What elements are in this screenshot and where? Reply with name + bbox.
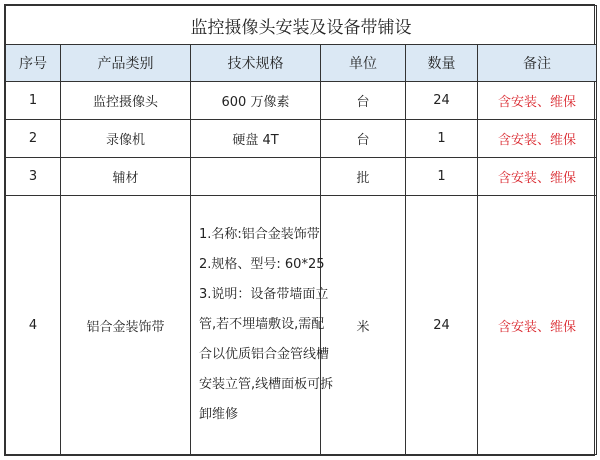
table-title: 监控摄像头安装及设备带铺设 [6,6,597,45]
row-spec: 硬盘 4T [191,120,321,158]
row-category: 录像机 [61,120,191,158]
row-unit: 米 [321,196,406,455]
header-qty: 数量 [406,45,478,82]
equipment-table-container [4,4,595,456]
row-note: 含安装、维保 [478,82,597,120]
row-category: 辅材 [61,158,191,196]
spec-line: 2.规格、型号: 60*25 [199,257,325,272]
header-category: 产品类别 [61,45,191,82]
header-spec: 技术规格 [191,45,321,82]
row-index: 2 [6,120,61,158]
spec-line: 卸维修 [199,407,239,422]
row-qty: 1 [406,158,478,196]
spec-line: 1.名称:铝合金装饰带 [199,227,320,242]
row-spec [191,158,321,196]
row-note: 含安装、维保 [478,158,597,196]
row-index: 1 [6,82,61,120]
header-unit: 单位 [321,45,406,82]
row-category: 铝合金装饰带 [61,196,191,455]
table-row [6,196,597,455]
spec-line: 安装立管,线槽面板可拆 [199,377,334,392]
table-row [6,120,597,158]
row-unit: 台 [321,120,406,158]
row-note: 含安装、维保 [478,196,597,455]
header-note: 备注 [478,45,597,82]
row-qty: 24 [406,82,478,120]
spec-line: 管,若不埋墙敷设,需配 [199,317,325,332]
header-row [6,45,597,82]
spec-line: 合以优质铝合金管线槽 [199,347,330,362]
row-spec: 600 万像素 [191,82,321,120]
row-index: 3 [6,158,61,196]
equipment-table [5,5,597,455]
row-spec-multiline [191,196,334,455]
row-qty: 24 [406,196,478,455]
row-unit: 批 [321,158,406,196]
row-category: 监控摄像头 [61,82,191,120]
table-row [6,82,597,120]
row-index: 4 [6,196,61,455]
row-qty: 1 [406,120,478,158]
row-unit: 台 [321,82,406,120]
table-row [6,158,597,196]
row-note: 含安装、维保 [478,120,597,158]
header-index: 序号 [6,45,61,82]
spec-line: 3.说明：设备带墙面立 [199,287,329,302]
